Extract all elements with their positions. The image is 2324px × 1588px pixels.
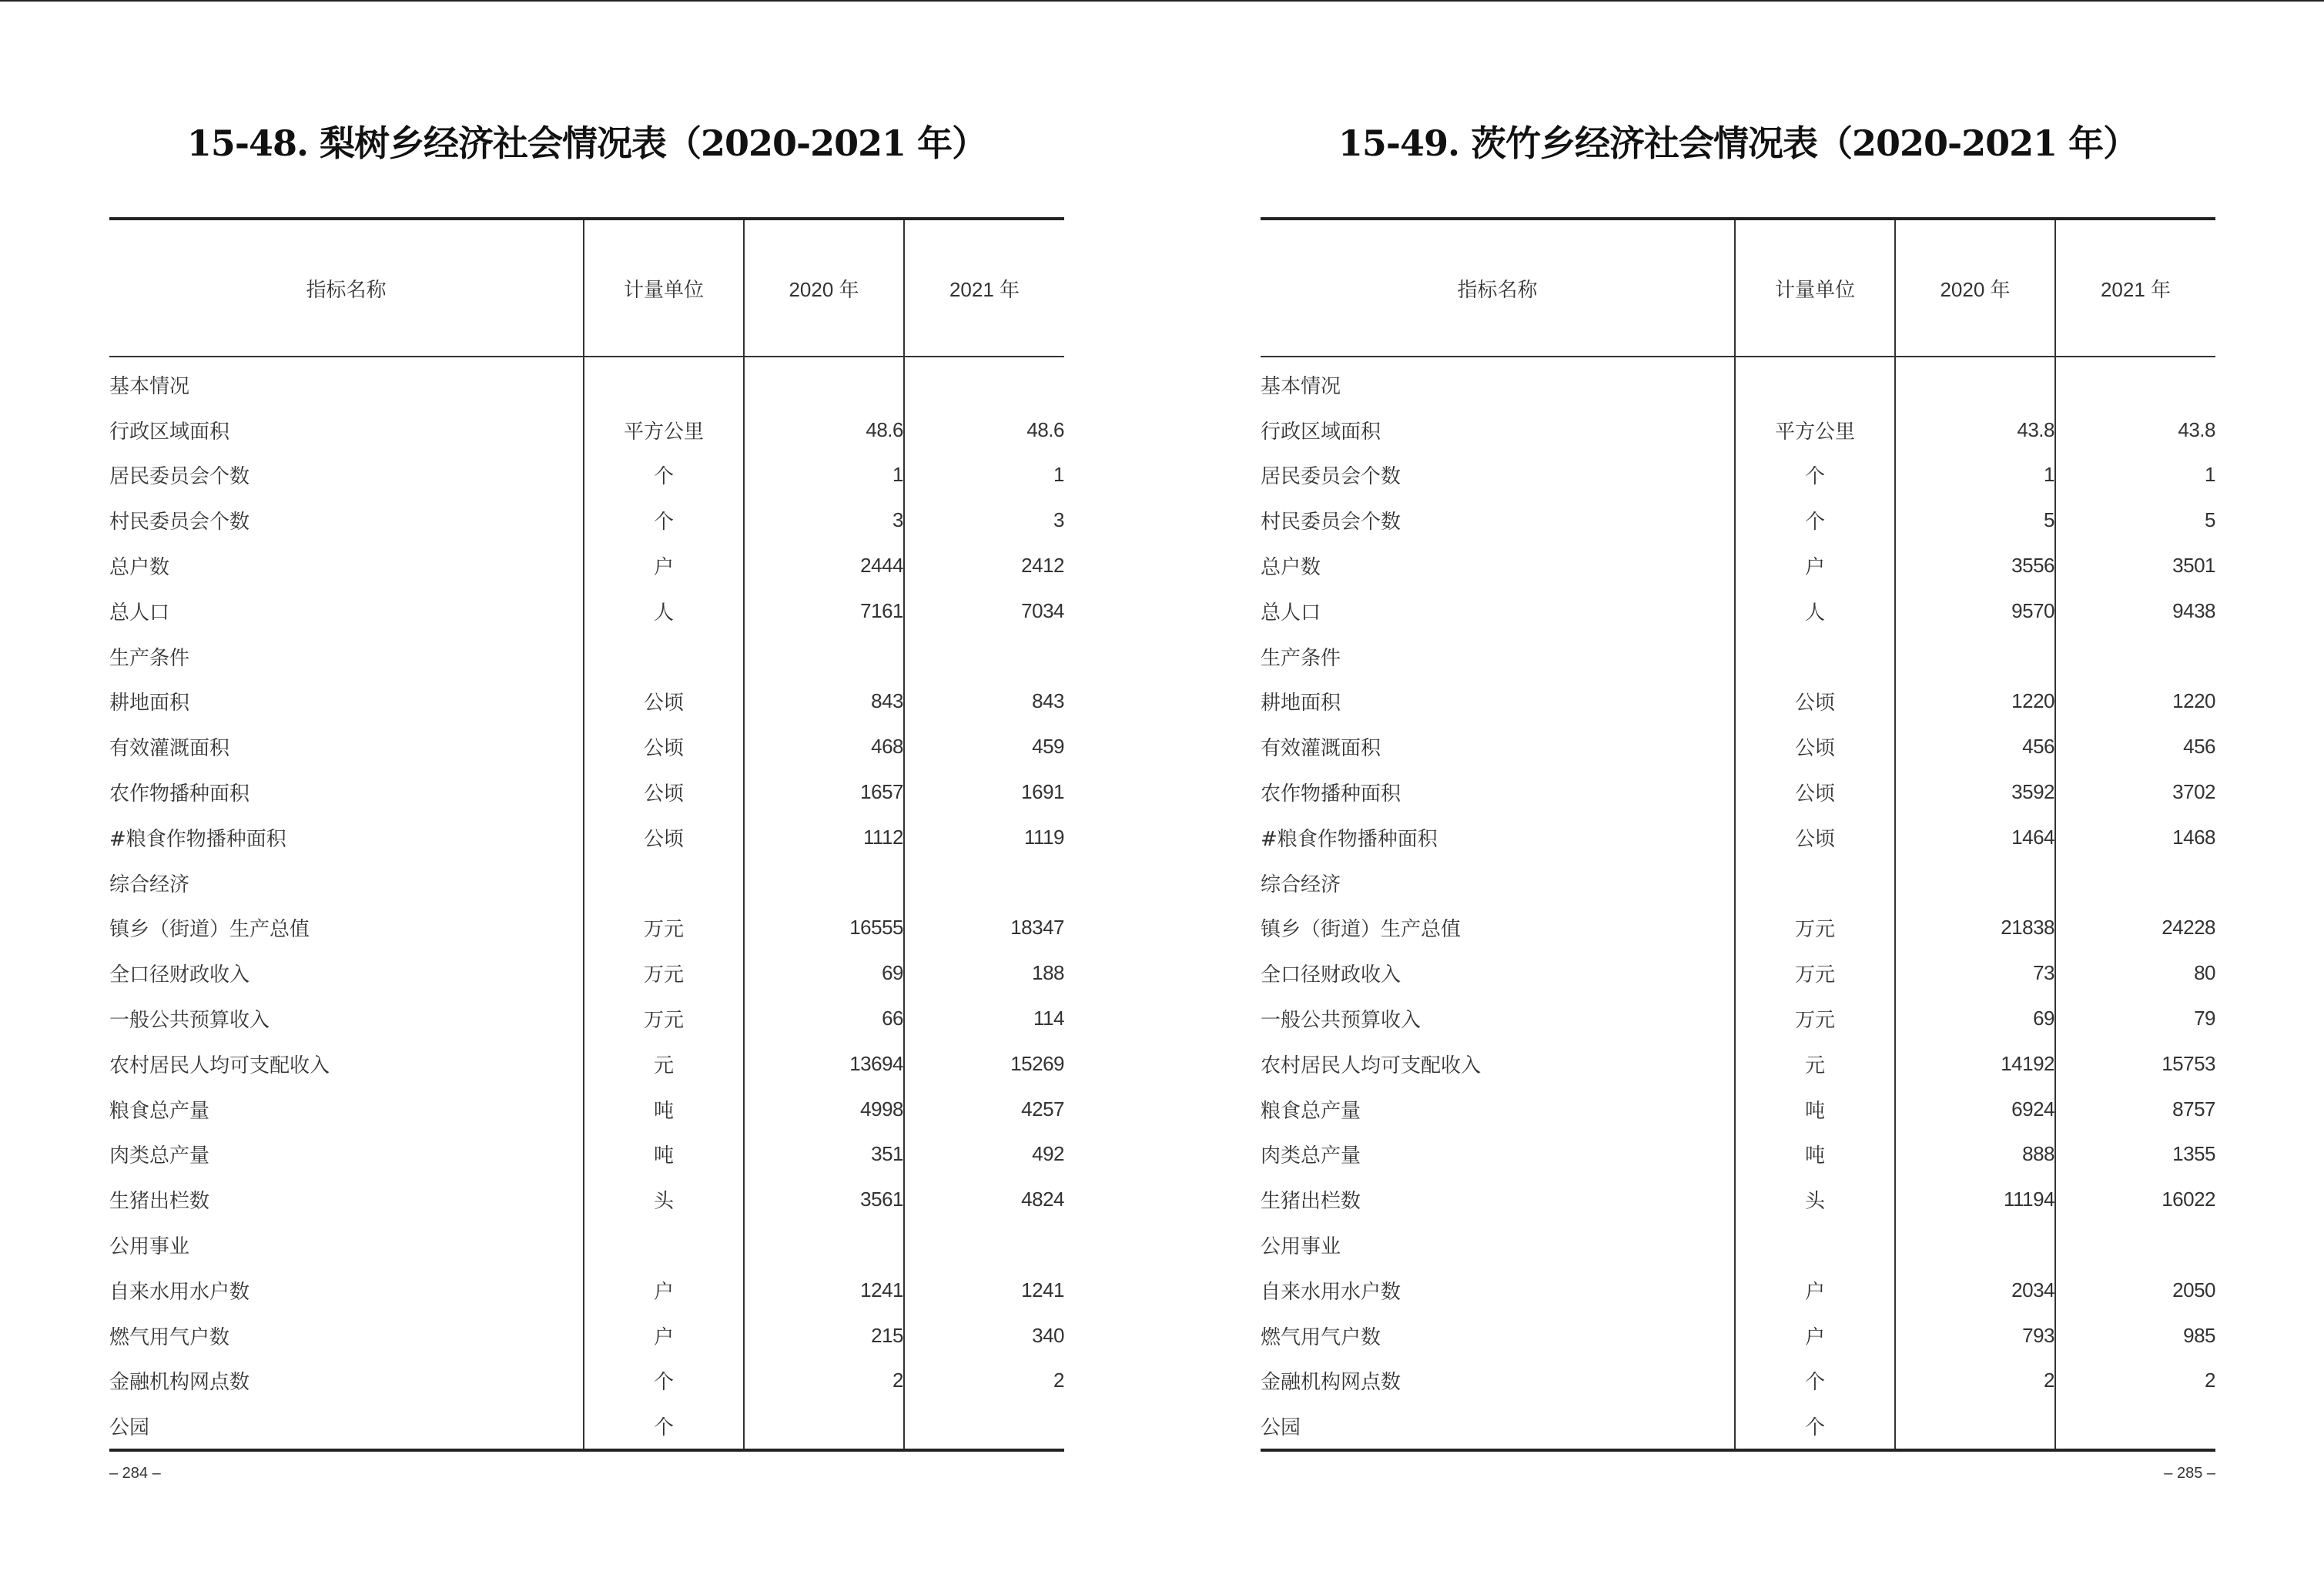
table-row [109, 1041, 1064, 1087]
value-2021-cell: 843 [904, 679, 1064, 725]
table-row [109, 679, 1064, 725]
table-row [1261, 1087, 2215, 1132]
value-2020-cell: 1 [1895, 453, 2055, 498]
indicator-name-cell: 全口径财政收入 [109, 963, 250, 987]
value-2021-cell: 2 [904, 1359, 1064, 1404]
value-2020-cell: 21838 [1895, 906, 2055, 951]
table-row [109, 950, 1064, 996]
value-2021-cell: 340 [904, 1313, 1064, 1359]
table-row [109, 724, 1064, 769]
indicator-name-cell: 公用事业 [109, 1235, 190, 1259]
indicator-name-cell: 行政区域面积 [109, 420, 230, 444]
unit-cell: 人 [1735, 588, 1895, 634]
page-left [109, 0, 1064, 1588]
table-row [1261, 1359, 2215, 1404]
table-row [1261, 950, 2215, 996]
header-year-2021: 2021 年 [904, 219, 1064, 357]
value-2021-cell: 24228 [2055, 906, 2215, 951]
indicator-name-cell: 农村居民人均可支配收入 [109, 1054, 330, 1077]
unit-cell: 户 [584, 543, 744, 588]
unit-cell: 户 [584, 1268, 744, 1313]
indicator-name-cell: 综合经济 [109, 873, 190, 896]
value-2021-cell: 43.8 [2055, 407, 2215, 453]
value-2021-cell: 15269 [904, 1041, 1064, 1087]
unit-cell: 个 [1735, 1403, 1895, 1450]
indicator-name-cell: 燃气用气户数 [1261, 1325, 1381, 1349]
value-2020-cell: 3556 [1895, 543, 2055, 588]
indicator-name-cell: 粮食总产量 [109, 1099, 210, 1123]
table-row [1261, 498, 2215, 543]
indicator-name-cell: #粮食作物播种面积 [109, 827, 286, 851]
value-2021-cell: 1468 [2055, 815, 2215, 860]
value-2020-cell [1895, 1222, 2055, 1268]
table-row [1261, 815, 2215, 860]
unit-cell: 个 [584, 1403, 744, 1450]
indicator-name-cell: 村民委员会个数 [109, 511, 250, 534]
value-2020-cell: 468 [744, 724, 904, 769]
unit-cell: 元 [584, 1041, 744, 1087]
unit-cell: 个 [584, 453, 744, 498]
value-2020-cell: 69 [1895, 996, 2055, 1041]
value-2020-cell [744, 1222, 904, 1268]
value-2021-cell: 2050 [2055, 1268, 2215, 1313]
value-2020-cell [744, 634, 904, 679]
indicator-name-cell: 自来水用水户数 [1261, 1280, 1401, 1304]
page-number: – 284 – [109, 1465, 161, 1482]
value-2020-cell: 793 [1895, 1313, 2055, 1359]
value-2020-cell: 7161 [744, 588, 904, 634]
unit-cell: 公顷 [584, 815, 744, 860]
value-2020-cell: 1220 [1895, 679, 2055, 725]
unit-cell [1735, 357, 1895, 407]
header-indicator-name: 指标名称 [109, 219, 584, 357]
page-right [1261, 0, 2215, 1588]
value-2021-cell: 2412 [904, 543, 1064, 588]
table-row [109, 996, 1064, 1041]
table-title: 15-48. 梨树乡经济社会情况表（2020-2021 年） [186, 122, 987, 164]
value-2021-cell [904, 860, 1064, 906]
table-row [109, 1268, 1064, 1313]
value-2021-cell [904, 1222, 1064, 1268]
table-row [109, 860, 1064, 906]
unit-cell: 公顷 [584, 769, 744, 815]
value-2021-cell [2055, 357, 2215, 407]
table-row [109, 1132, 1064, 1178]
indicator-name-cell: 镇乡（街道）生产总值 [109, 918, 310, 942]
unit-cell [584, 634, 744, 679]
table-row [1261, 1403, 2215, 1450]
value-2020-cell [744, 357, 904, 407]
header-year-2021: 2021 年 [2055, 219, 2215, 357]
unit-cell: 户 [1735, 543, 1895, 588]
indicator-name-cell: 农作物播种面积 [109, 782, 250, 806]
value-2021-cell: 3702 [2055, 769, 2215, 815]
table-row [1261, 1313, 2215, 1359]
value-2020-cell [744, 860, 904, 906]
value-2020-cell: 4998 [744, 1087, 904, 1132]
unit-cell: 个 [1735, 498, 1895, 543]
value-2021-cell: 1241 [904, 1268, 1064, 1313]
value-2020-cell: 73 [1895, 950, 2055, 996]
value-2020-cell: 888 [1895, 1132, 2055, 1178]
value-2020-cell [1895, 1403, 2055, 1450]
table-row [109, 769, 1064, 815]
unit-cell: 元 [1735, 1041, 1895, 1087]
value-2021-cell: 8757 [2055, 1087, 2215, 1132]
unit-cell: 公顷 [1735, 815, 1895, 860]
value-2020-cell: 2444 [744, 543, 904, 588]
value-2020-cell: 69 [744, 950, 904, 996]
indicator-name-cell: 生猪出栏数 [109, 1190, 210, 1214]
indicator-name-cell: 耕地面积 [109, 692, 190, 715]
unit-cell [584, 1222, 744, 1268]
table-row [1261, 906, 2215, 951]
indicator-name-cell: 粮食总产量 [1261, 1099, 1361, 1123]
header-row [109, 219, 1064, 357]
value-2021-cell: 1220 [2055, 679, 2215, 725]
value-2021-cell [2055, 1222, 2215, 1268]
value-2020-cell [1895, 357, 2055, 407]
indicator-name-cell: 有效灌溉面积 [109, 737, 230, 761]
value-2020-cell: 16555 [744, 906, 904, 951]
indicator-name-cell: #粮食作物播种面积 [1261, 827, 1438, 851]
value-2021-cell [2055, 1403, 2215, 1450]
indicator-name-cell: 生猪出栏数 [1261, 1190, 1361, 1214]
header-row [1261, 219, 2215, 357]
unit-cell: 平方公里 [1735, 407, 1895, 453]
value-2021-cell: 456 [2055, 724, 2215, 769]
unit-cell: 头 [1735, 1177, 1895, 1222]
indicator-name-cell: 肉类总产量 [1261, 1144, 1361, 1168]
indicator-name-cell: 农村居民人均可支配收入 [1261, 1054, 1482, 1077]
unit-cell: 人 [584, 588, 744, 634]
value-2021-cell: 188 [904, 950, 1064, 996]
unit-cell [1735, 1222, 1895, 1268]
table-row [109, 588, 1064, 634]
table-row [109, 1087, 1064, 1132]
value-2020-cell: 2 [744, 1359, 904, 1404]
unit-cell [1735, 860, 1895, 906]
indicator-name-cell: 公用事业 [1261, 1235, 1341, 1259]
value-2020-cell: 13694 [744, 1041, 904, 1087]
value-2020-cell: 14192 [1895, 1041, 2055, 1087]
indicator-name-cell: 总户数 [109, 556, 170, 580]
header-year-2020: 2020 年 [744, 219, 904, 357]
table-row [1261, 1268, 2215, 1313]
table-row [1261, 1041, 2215, 1087]
value-2020-cell: 5 [1895, 498, 2055, 543]
value-2021-cell [2055, 860, 2215, 906]
indicator-name-cell: 公园 [1261, 1416, 1301, 1440]
value-2020-cell: 351 [744, 1132, 904, 1178]
value-2020-cell: 11194 [1895, 1177, 2055, 1222]
table-row [1261, 769, 2215, 815]
value-2021-cell: 7034 [904, 588, 1064, 634]
indicator-name-cell: 一般公共预算收入 [109, 1009, 270, 1033]
table-row [109, 1222, 1064, 1268]
value-2020-cell: 843 [744, 679, 904, 725]
header-year-2020: 2020 年 [1895, 219, 2055, 357]
indicator-name-cell: 金融机构网点数 [109, 1371, 250, 1395]
unit-cell [1735, 634, 1895, 679]
table-row [109, 1177, 1064, 1222]
table-row [1261, 996, 2215, 1041]
unit-cell [584, 357, 744, 407]
unit-cell: 个 [584, 1359, 744, 1404]
table-row [109, 1359, 1064, 1404]
table-row [1261, 357, 2215, 407]
table-row [109, 815, 1064, 860]
indicator-name-cell: 耕地面积 [1261, 692, 1341, 715]
table-row [1261, 453, 2215, 498]
indicator-name-cell: 行政区域面积 [1261, 420, 1381, 444]
value-2021-cell [904, 634, 1064, 679]
table-row [1261, 860, 2215, 906]
value-2021-cell: 1119 [904, 815, 1064, 860]
unit-cell: 公顷 [584, 724, 744, 769]
indicator-name-cell: 居民委员会个数 [109, 465, 250, 489]
table-row [1261, 1177, 2215, 1222]
table-row [1261, 1222, 2215, 1268]
unit-cell: 个 [1735, 453, 1895, 498]
value-2021-cell: 5 [2055, 498, 2215, 543]
value-2020-cell: 3592 [1895, 769, 2055, 815]
indicator-name-cell: 生产条件 [1261, 646, 1341, 670]
header-indicator-name: 指标名称 [1261, 219, 1735, 357]
indicator-name-cell: 金融机构网点数 [1261, 1371, 1401, 1395]
value-2021-cell: 4257 [904, 1087, 1064, 1132]
value-2021-cell: 1355 [2055, 1132, 2215, 1178]
value-2021-cell: 1 [2055, 453, 2215, 498]
unit-cell [584, 860, 744, 906]
value-2021-cell: 9438 [2055, 588, 2215, 634]
indicator-name-cell: 公园 [109, 1416, 150, 1440]
value-2021-cell: 114 [904, 996, 1064, 1041]
unit-cell: 万元 [1735, 906, 1895, 951]
unit-cell: 吨 [584, 1132, 744, 1178]
unit-cell: 吨 [1735, 1132, 1895, 1178]
indicator-name-cell: 自来水用水户数 [109, 1280, 250, 1304]
indicator-name-cell: 村民委员会个数 [1261, 511, 1401, 534]
value-2020-cell: 43.8 [1895, 407, 2055, 453]
table-row [109, 634, 1064, 679]
table-row [109, 906, 1064, 951]
value-2021-cell: 80 [2055, 950, 2215, 996]
indicator-name-cell: 肉类总产量 [109, 1144, 210, 1168]
table-row [1261, 634, 2215, 679]
value-2020-cell [744, 1403, 904, 1450]
header-unit: 计量单位 [1735, 219, 1895, 357]
value-2020-cell: 456 [1895, 724, 2055, 769]
value-2020-cell: 2 [1895, 1359, 2055, 1404]
value-2020-cell: 1657 [744, 769, 904, 815]
value-2020-cell: 1464 [1895, 815, 2055, 860]
value-2020-cell: 215 [744, 1313, 904, 1359]
value-2021-cell: 79 [2055, 996, 2215, 1041]
value-2020-cell [1895, 860, 2055, 906]
page-number: – 285 – [2164, 1465, 2215, 1482]
value-2021-cell: 48.6 [904, 407, 1064, 453]
table-row [1261, 407, 2215, 453]
value-2021-cell: 492 [904, 1132, 1064, 1178]
unit-cell: 个 [1735, 1359, 1895, 1404]
value-2021-cell [904, 1403, 1064, 1450]
value-2021-cell: 1691 [904, 769, 1064, 815]
value-2021-cell: 15753 [2055, 1041, 2215, 1087]
table-row [1261, 543, 2215, 588]
value-2021-cell [904, 357, 1064, 407]
unit-cell: 吨 [584, 1087, 744, 1132]
value-2020-cell: 9570 [1895, 588, 2055, 634]
indicator-name-cell: 农作物播种面积 [1261, 782, 1401, 806]
value-2021-cell: 4824 [904, 1177, 1064, 1222]
table-title: 15-49. 茨竹乡经济社会情况表（2020-2021 年） [1338, 122, 2138, 164]
value-2020-cell: 6924 [1895, 1087, 2055, 1132]
indicator-name-cell: 综合经济 [1261, 873, 1341, 896]
value-2021-cell: 16022 [2055, 1177, 2215, 1222]
value-2020-cell: 66 [744, 996, 904, 1041]
value-2021-cell: 18347 [904, 906, 1064, 951]
table-row [1261, 679, 2215, 725]
unit-cell: 公顷 [1735, 724, 1895, 769]
table-row [109, 453, 1064, 498]
indicator-name-cell: 基本情况 [109, 374, 190, 398]
value-2021-cell: 459 [904, 724, 1064, 769]
value-2020-cell: 1241 [744, 1268, 904, 1313]
indicator-name-cell: 总人口 [109, 601, 170, 625]
unit-cell: 公顷 [1735, 769, 1895, 815]
unit-cell: 公顷 [1735, 679, 1895, 725]
unit-cell: 户 [1735, 1313, 1895, 1359]
value-2020-cell [1895, 634, 2055, 679]
value-2020-cell: 2034 [1895, 1268, 2055, 1313]
stats-table [109, 217, 1064, 1452]
value-2021-cell [2055, 634, 2215, 679]
unit-cell: 平方公里 [584, 407, 744, 453]
value-2020-cell: 48.6 [744, 407, 904, 453]
unit-cell: 万元 [584, 906, 744, 951]
unit-cell: 万元 [584, 996, 744, 1041]
value-2021-cell: 3501 [2055, 543, 2215, 588]
unit-cell: 万元 [1735, 996, 1895, 1041]
unit-cell: 万元 [1735, 950, 1895, 996]
indicator-name-cell: 总户数 [1261, 556, 1321, 580]
table-row [109, 1403, 1064, 1450]
table-row [109, 498, 1064, 543]
table-row [1261, 724, 2215, 769]
header-unit: 计量单位 [584, 219, 744, 357]
value-2021-cell: 2 [2055, 1359, 2215, 1404]
indicator-name-cell: 全口径财政收入 [1261, 963, 1401, 987]
indicator-name-cell: 有效灌溉面积 [1261, 737, 1381, 761]
value-2020-cell: 3 [744, 498, 904, 543]
indicator-name-cell: 燃气用气户数 [109, 1325, 230, 1349]
indicator-name-cell: 总人口 [1261, 601, 1321, 625]
unit-cell: 公顷 [584, 679, 744, 725]
table-row [1261, 1132, 2215, 1178]
table-row [109, 357, 1064, 407]
value-2021-cell: 3 [904, 498, 1064, 543]
value-2021-cell: 1 [904, 453, 1064, 498]
unit-cell: 个 [584, 498, 744, 543]
table-row [109, 407, 1064, 453]
indicator-name-cell: 基本情况 [1261, 374, 1341, 398]
table-row [109, 543, 1064, 588]
value-2020-cell: 1 [744, 453, 904, 498]
unit-cell: 吨 [1735, 1087, 1895, 1132]
value-2020-cell: 3561 [744, 1177, 904, 1222]
unit-cell: 头 [584, 1177, 744, 1222]
value-2021-cell: 985 [2055, 1313, 2215, 1359]
value-2020-cell: 1112 [744, 815, 904, 860]
stats-table [1261, 217, 2215, 1452]
unit-cell: 户 [584, 1313, 744, 1359]
indicator-name-cell: 镇乡（街道）生产总值 [1261, 918, 1462, 942]
table-row [1261, 588, 2215, 634]
table-row [109, 1313, 1064, 1359]
indicator-name-cell: 居民委员会个数 [1261, 465, 1401, 489]
indicator-name-cell: 一般公共预算收入 [1261, 1009, 1422, 1033]
unit-cell: 户 [1735, 1268, 1895, 1313]
unit-cell: 万元 [584, 950, 744, 996]
indicator-name-cell: 生产条件 [109, 646, 190, 670]
